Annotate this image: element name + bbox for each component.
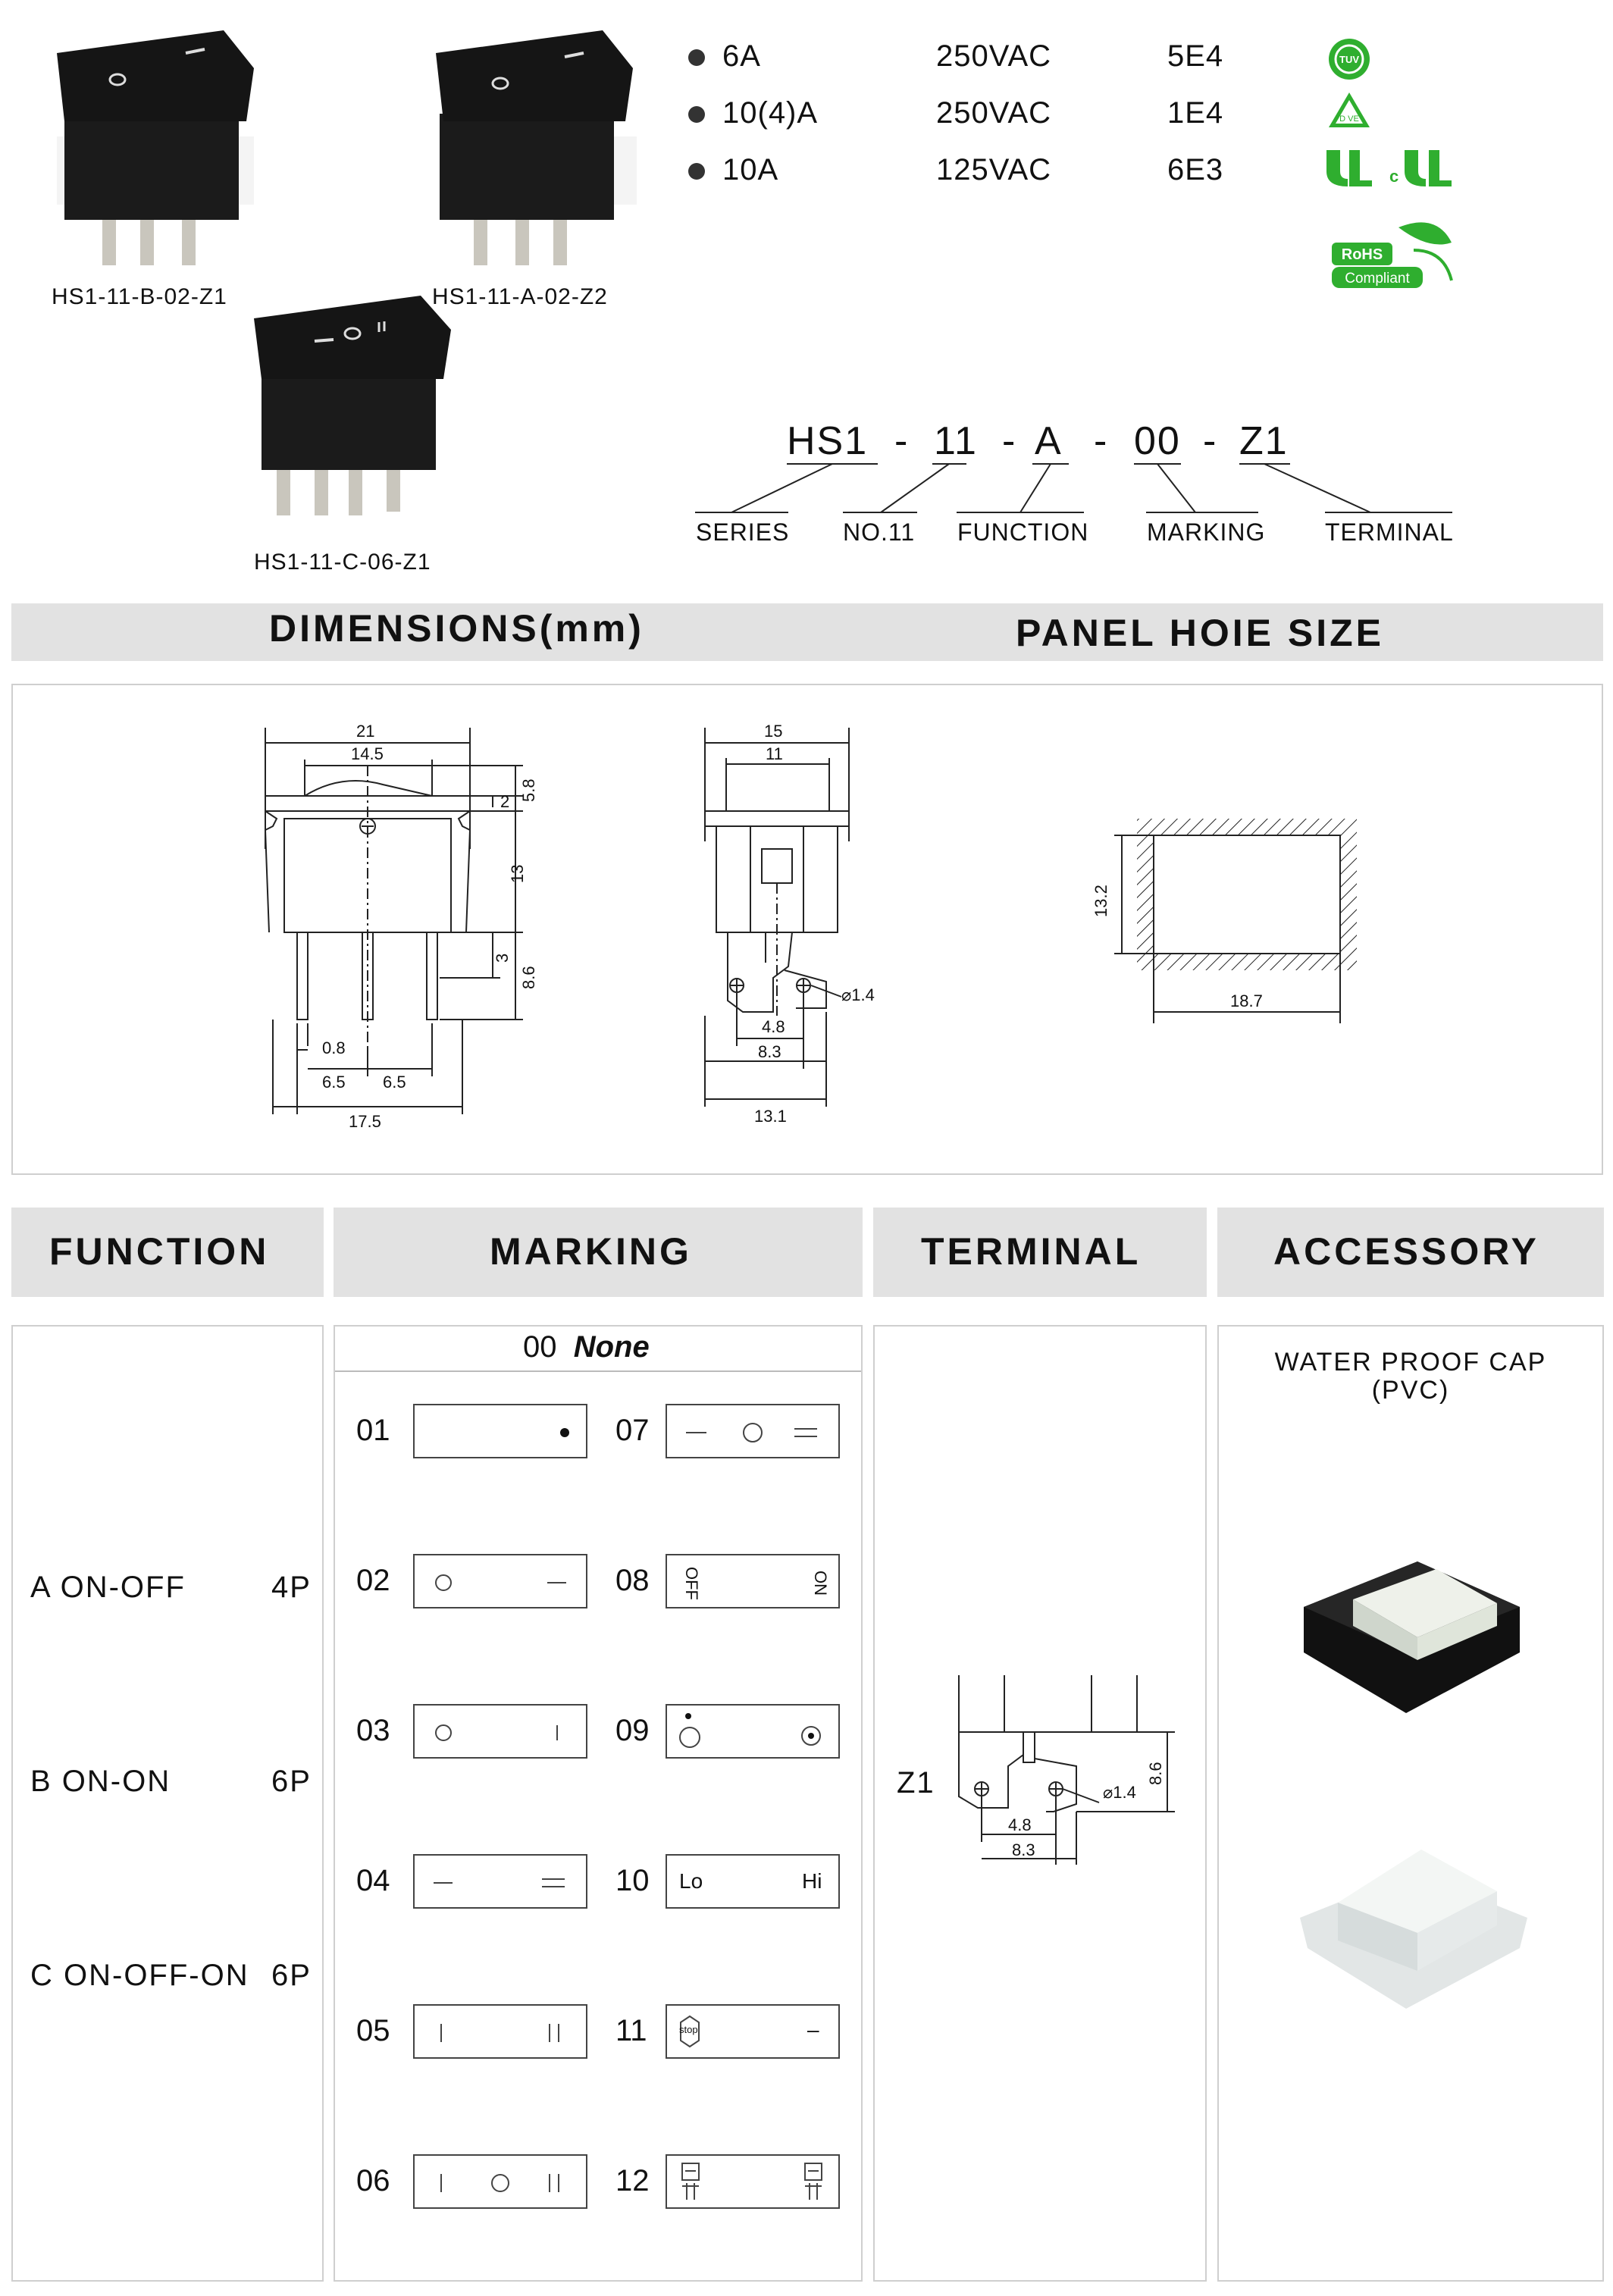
marking-divider — [335, 1370, 861, 1372]
dim-4-8: 4.8 — [762, 1017, 785, 1036]
marking-num: 08 — [615, 1564, 650, 1597]
product-caption: HS1-11-B-02-Z1 — [52, 284, 227, 309]
tuv-text: TUV — [1339, 54, 1359, 65]
dim-17-5: 17.5 — [349, 1112, 381, 1131]
marking-box-11 — [666, 2004, 840, 2059]
marking-num: 04 — [356, 1864, 390, 1897]
code-dash: - — [1094, 419, 1109, 463]
accessory-title: ACCESSORY — [1273, 1230, 1539, 1273]
marking-panel — [334, 1325, 863, 2282]
dim-21: 21 — [356, 722, 375, 741]
ul-icon — [1323, 144, 1474, 190]
marking-num: 09 — [615, 1714, 650, 1747]
rohs-text: RoHS — [1341, 246, 1383, 263]
code-no: 11 — [934, 419, 978, 463]
rating-current: 10A — [722, 153, 779, 186]
panel-hole-drawing — [1076, 803, 1395, 1031]
code-dash: - — [894, 419, 910, 463]
function-a-code: A ON-OFF — [30, 1571, 186, 1604]
marking-none-code: 00 — [523, 1330, 557, 1364]
marking-num: 05 — [356, 2014, 390, 2047]
rating-current: 10(4)A — [722, 96, 819, 130]
marking-box-02 — [413, 1554, 587, 1608]
marking-on-text: ON — [811, 1571, 830, 1596]
terminal-z1-label: Z1 — [897, 1766, 935, 1800]
marking-none-row — [523, 1330, 650, 1364]
marking-stop-text: stop — [679, 2024, 698, 2035]
accessory-panel — [1217, 1325, 1604, 2282]
code-function: A — [1035, 419, 1063, 463]
vde-icon — [1326, 89, 1372, 135]
marking-dash-text: – — [807, 2018, 819, 2041]
side-view-drawing — [690, 713, 917, 1137]
dim-2: 2 — [500, 792, 510, 811]
terminal-dim-4-8: 4.8 — [1008, 1815, 1032, 1834]
marking-num: 12 — [615, 2164, 650, 2197]
front-view-drawing — [250, 713, 553, 1137]
dim-14-5: 14.5 — [351, 744, 384, 763]
marking-box-12 — [666, 2154, 840, 2209]
marking-hi-text: Hi — [802, 1869, 822, 1893]
rohs-compliant-text: Compliant — [1345, 271, 1410, 287]
dim-3: 3 — [493, 953, 512, 963]
dim-11: 11 — [766, 744, 783, 763]
rating-cycles: 5E4 — [1167, 39, 1224, 73]
dim-8-3: 8.3 — [758, 1042, 781, 1061]
marking-box-04 — [413, 1854, 587, 1909]
code-terminal: Z1 — [1239, 419, 1289, 463]
ul-c-text: c — [1389, 167, 1399, 186]
code-dash: - — [1203, 419, 1218, 463]
marking-box-07 — [666, 1404, 840, 1458]
accessory-sub-text: (PVC) — [1371, 1376, 1450, 1405]
panel-dim-13-2: 13.2 — [1092, 885, 1110, 917]
code-dash: - — [1002, 419, 1017, 463]
function-panel — [11, 1325, 324, 2282]
marking-none-label: None — [573, 1330, 650, 1364]
dim-0-8: 0.8 — [322, 1038, 346, 1057]
terminal-title: TERMINAL — [921, 1230, 1142, 1273]
marking-num: 10 — [615, 1864, 650, 1897]
terminal-dim-8-6: 8.6 — [1146, 1762, 1165, 1785]
marking-num: 02 — [356, 1564, 390, 1597]
function-title: FUNCTION — [49, 1230, 270, 1273]
dim-5-8: 5.8 — [519, 778, 538, 802]
dim-13: 13 — [508, 864, 527, 883]
marking-num: 03 — [356, 1714, 390, 1747]
function-b-poles: 6P — [271, 1765, 312, 1798]
rating-current: 6A — [722, 39, 761, 73]
dim-15: 15 — [764, 722, 783, 741]
marking-num: 01 — [356, 1414, 390, 1447]
marking-num: 11 — [615, 2014, 647, 2047]
label-marking: MARKING — [1147, 518, 1266, 546]
label-no: NO.11 — [843, 518, 916, 546]
panel-hole-title: PANEL HOIE SIZE — [1016, 612, 1385, 654]
rating-voltage: 125VAC — [936, 153, 1052, 186]
function-b-code: B ON-ON — [30, 1765, 171, 1798]
terminal-dim-d1-4: ⌀1.4 — [1103, 1783, 1136, 1802]
function-c-code: C ON-OFF-ON — [30, 1959, 249, 1992]
switch-photo-a — [424, 23, 644, 273]
marking-box-05 — [413, 2004, 587, 2059]
rohs-icon — [1330, 220, 1459, 296]
dim-6-5b: 6.5 — [383, 1073, 406, 1092]
rating-voltage: 250VAC — [936, 96, 1052, 130]
marking-box-10 — [666, 1854, 840, 1909]
marking-lo-text: Lo — [679, 1869, 703, 1893]
marking-box-01 — [413, 1404, 587, 1458]
dim-13-1: 13.1 — [754, 1107, 787, 1126]
vde-text: D VE — [1339, 114, 1359, 124]
dim-6-5a: 6.5 — [322, 1073, 346, 1092]
marking-box-06 — [413, 2154, 587, 2209]
rating-cycles: 1E4 — [1167, 96, 1224, 130]
bullet-icon — [688, 49, 705, 66]
marking-box-08 — [666, 1554, 840, 1608]
dim-8-6: 8.6 — [519, 966, 538, 989]
label-terminal: TERMINAL — [1325, 518, 1454, 546]
product-caption: HS1-11-C-06-Z1 — [254, 550, 431, 575]
code-series: HS1 — [787, 419, 869, 463]
code-leader-lines — [682, 455, 1470, 523]
product-caption: HS1-11-A-02-Z2 — [432, 284, 608, 309]
terminal-z1-drawing — [947, 1668, 1190, 1895]
accessory-title-text: WATER PROOF CAP — [1274, 1348, 1547, 1377]
panel-dim-18-7: 18.7 — [1230, 991, 1263, 1010]
marking-off-text: OFF — [682, 1567, 701, 1600]
function-a-poles: 4P — [271, 1571, 312, 1604]
waterproof-cap-clear-image — [1292, 1819, 1535, 2016]
bullet-icon — [688, 106, 705, 123]
dimensions-title: DIMENSIONS(mm) — [269, 607, 644, 650]
switch-photo-c — [246, 288, 466, 538]
tuv-icon — [1326, 36, 1372, 82]
waterproof-cap-black-image — [1292, 1539, 1527, 1728]
marking-num: 06 — [356, 2164, 390, 2197]
code-marking: 00 — [1134, 419, 1181, 463]
label-series: SERIES — [696, 518, 790, 546]
rating-voltage: 250VAC — [936, 39, 1052, 73]
marking-num: 07 — [615, 1414, 650, 1447]
marking-box-03 — [413, 1704, 587, 1759]
bullet-icon — [688, 163, 705, 180]
rating-cycles: 6E3 — [1167, 153, 1224, 186]
terminal-dim-8-3: 8.3 — [1012, 1840, 1035, 1859]
function-c-poles: 6P — [271, 1959, 312, 1992]
label-function: FUNCTION — [957, 518, 1089, 546]
dim-d1-4: ⌀1.4 — [841, 985, 875, 1004]
marking-title: MARKING — [490, 1230, 692, 1273]
marking-box-09 — [666, 1704, 840, 1759]
switch-photo-b — [42, 23, 262, 273]
